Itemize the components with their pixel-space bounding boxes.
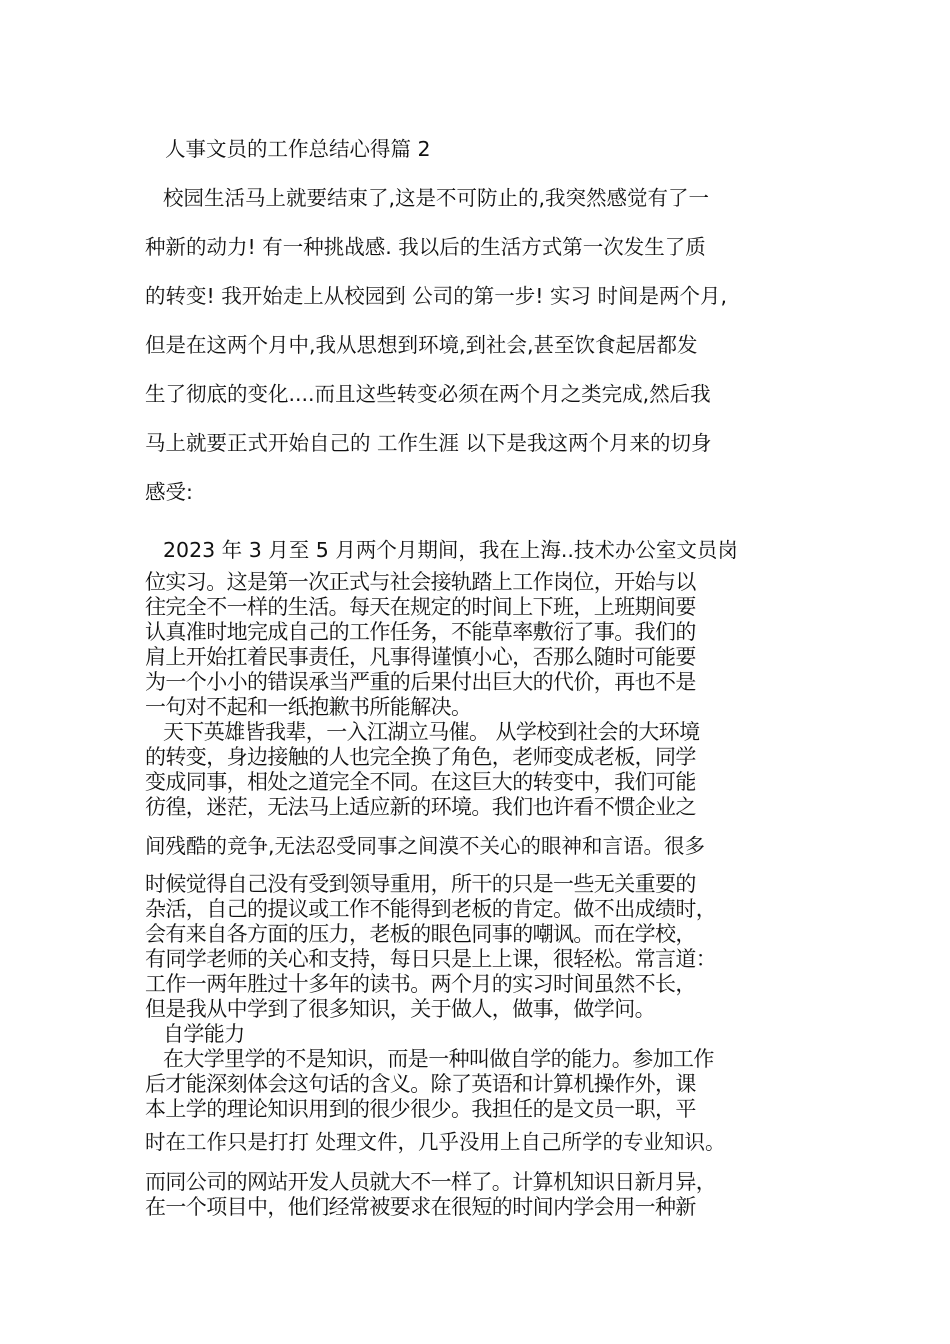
paragraph-line: 但是我从中学到了很多知识，关于做人，做事，做学问。 bbox=[145, 997, 655, 1021]
paragraph-line: 认真准时地完成自己的工作任务，不能草率敷衍了事。我们的 bbox=[145, 620, 696, 644]
paragraph-line: 肩上开始扛着民事责任，凡事得谨慎小心，否那么随时可能要 bbox=[145, 645, 696, 669]
paragraph-line: 杂活，自己的提议或工作不能得到老板的肯定。做不出成绩时， bbox=[145, 897, 717, 921]
paragraph-line: 生了彻底的变化....而且这些转变必须在两个月之类完成,然后我 bbox=[145, 382, 711, 406]
paragraph-line: 天下英雄皆我辈，一入江湖立马催。 从学校到社会的大环境 bbox=[163, 720, 700, 744]
paragraph-line: 在大学里学的不是知识，而是一种叫做自学的能力。参加工作 bbox=[163, 1047, 714, 1071]
paragraph-line: 时候觉得自己没有受到领导重用，所干的只是一些无关重要的 bbox=[145, 872, 696, 896]
paragraph-line: 但是在这两个月中,我从思想到环境,到社会,甚至饮食起居都发 bbox=[145, 333, 698, 357]
paragraph-line: 感受: bbox=[145, 480, 193, 504]
paragraph-line: 而同公司的网站开发人员就大不一样了。计算机知识日新月异， bbox=[145, 1170, 717, 1194]
paragraph-line: 间残酷的竞争,无法忍受同事之间漠不关心的眼神和言语。很多 bbox=[145, 834, 706, 858]
section-heading: 自学能力 bbox=[163, 1022, 245, 1046]
paragraph-line: 工作一两年胜过十多年的读书。两个月的实习时间虽然不长， bbox=[145, 972, 696, 996]
paragraph-line: 往完全不一样的生活。每天在规定的时间上下班，上班期间要 bbox=[145, 595, 696, 619]
paragraph-line: 时在工作只是打打 处理文件，几乎没用上自己所学的专业知识。 bbox=[145, 1130, 726, 1154]
paragraph-line: 一句对不起和一纸抱歉书所能解决。 bbox=[145, 695, 472, 719]
paragraph-line: 为一个小小的错误承当严重的后果付出巨大的代价，再也不是 bbox=[145, 670, 696, 694]
paragraph-line: 校园生活马上就要结束了,这是不可防止的,我突然感觉有了一 bbox=[163, 186, 710, 210]
paragraph-line: 彷徨，迷茫，无法马上适应新的环境。我们也许看不惯企业之 bbox=[145, 795, 696, 819]
paragraph-line: 本上学的理论知识用到的很少很少。我担任的是文员一职，平 bbox=[145, 1097, 696, 1121]
page-title: 人事文员的工作总结心得篇 2 bbox=[165, 137, 431, 161]
paragraph-line: 位实习。这是第一次正式与社会接轨踏上工作岗位，开始与以 bbox=[145, 570, 696, 594]
paragraph-line: 种新的动力! 有一种挑战感. 我以后的生活方式第一次发生了质 bbox=[145, 235, 706, 259]
paragraph-line: 后才能深刻体会这句话的含义。除了英语和计算机操作外，课 bbox=[145, 1072, 696, 1096]
paragraph-line: 2023 年 3 月至 5 月两个月期间，我在上海..技术办公室文员岗 bbox=[163, 538, 738, 562]
paragraph-line: 有同学老师的关心和支持，每日只是上上课，很轻松。常言道： bbox=[145, 947, 717, 971]
paragraph-line: 变成同事，相处之道完全不同。在这巨大的转变中，我们可能 bbox=[145, 770, 696, 794]
paragraph-line: 在一个项目中，他们经常被要求在很短的时间内学会用一种新 bbox=[145, 1195, 696, 1219]
paragraph-line: 会有来自各方面的压力，老板的眼色同事的嘲讽。而在学校， bbox=[145, 922, 696, 946]
paragraph-line: 的转变! 我开始走上从校园到 公司的第一步! 实习 时间是两个月, bbox=[145, 284, 728, 308]
paragraph-line: 马上就要正式开始自己的 工作生涯 以下是我这两个月来的切身 bbox=[145, 431, 712, 455]
paragraph-line: 的转变，身边接触的人也完全换了角色，老师变成老板，同学 bbox=[145, 745, 696, 769]
